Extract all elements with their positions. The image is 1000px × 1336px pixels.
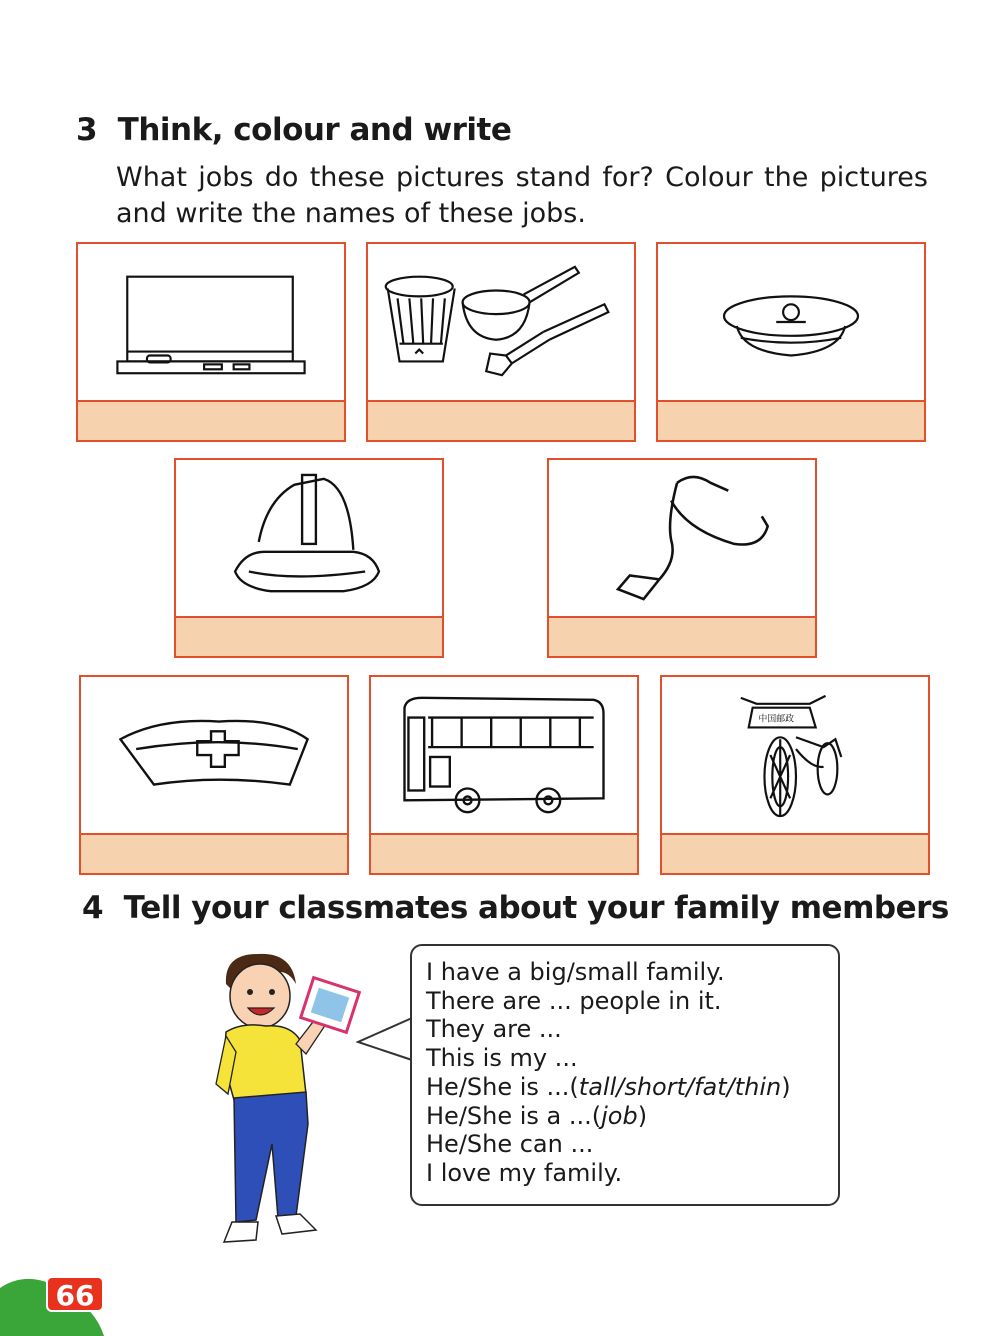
- speech-italic: tall/short/fat/thin: [578, 1072, 782, 1101]
- blackboard-picture: [78, 244, 344, 401]
- answer-field[interactable]: [549, 616, 815, 656]
- job-card-doctor: [547, 458, 817, 658]
- boy-illustration: [196, 944, 366, 1254]
- chef-tools-picture: [368, 244, 634, 401]
- answer-field[interactable]: [81, 833, 347, 873]
- speech-line: [426, 1102, 824, 1131]
- section-number: 4: [82, 890, 104, 926]
- speech-text: He/She is a ...(: [426, 1101, 602, 1130]
- answer-field[interactable]: [176, 616, 442, 656]
- answer-field[interactable]: [368, 400, 634, 440]
- answer-field[interactable]: [371, 833, 637, 873]
- job-card-chef: [366, 242, 636, 442]
- section-title: Think, colour and write: [117, 112, 512, 148]
- section-4-heading: [82, 890, 949, 926]
- answer-field[interactable]: [78, 400, 344, 440]
- section-3-heading: [76, 112, 511, 148]
- stethoscope-picture: [549, 460, 815, 617]
- job-card-blackboard: [76, 242, 346, 442]
- speech-line: They are ...: [426, 1015, 562, 1044]
- job-card-bus-driver: [369, 675, 639, 875]
- speech-line: I love my family.: [426, 1158, 623, 1187]
- speech-text: ): [781, 1072, 791, 1101]
- moto-plate-text: 中国邮政: [758, 714, 795, 725]
- speech-line: There are ... people in it.: [426, 986, 722, 1015]
- postal-motorbike-picture: [662, 677, 928, 834]
- instruction-text: What jobs do these pictures stand for? Colour the pictures and write the names of these jobs.: [116, 162, 928, 229]
- speech-bubble-tail: [356, 1016, 416, 1066]
- job-card-police: [656, 242, 926, 442]
- answer-field[interactable]: [662, 833, 928, 873]
- answer-field[interactable]: [658, 400, 924, 440]
- job-card-firefighter: [174, 458, 444, 658]
- speech-line: [426, 1073, 824, 1102]
- job-card-nurse: [79, 675, 349, 875]
- job-card-postman: [660, 675, 930, 875]
- bus-picture: [371, 677, 637, 834]
- section-title: Tell your classmates about your family members: [123, 890, 949, 926]
- speech-italic: job: [601, 1101, 638, 1130]
- police-cap-picture: [658, 244, 924, 401]
- fire-helmet-picture: [176, 460, 442, 617]
- speech-text: ): [637, 1101, 648, 1130]
- speech-line: I have a big/small family.: [426, 958, 725, 986]
- speech-text: He/She is ...(: [426, 1072, 579, 1101]
- speech-bubble: [410, 944, 840, 1206]
- nurse-cap-picture: [81, 677, 347, 834]
- section-number: 3: [76, 112, 98, 148]
- speech-line: This is my ...: [426, 1044, 578, 1073]
- speech-line: He/She can ...: [426, 1130, 594, 1159]
- page-number: 66: [46, 1276, 104, 1312]
